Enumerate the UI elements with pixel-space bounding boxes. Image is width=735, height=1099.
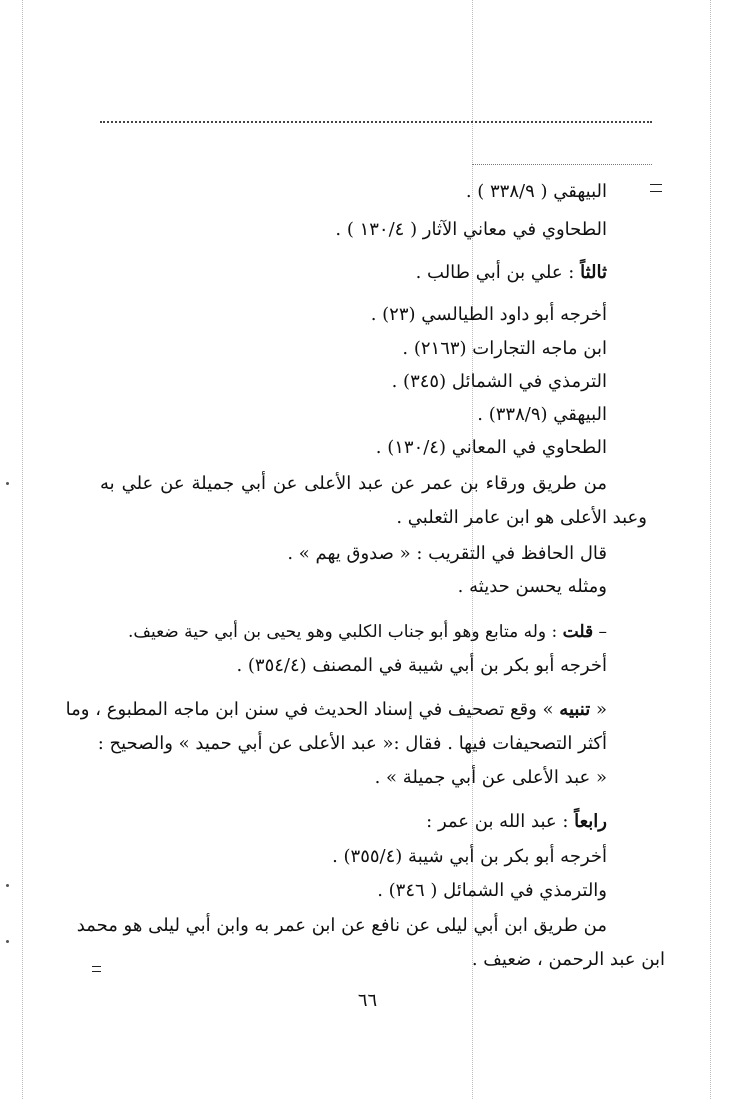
text-line: ابن عبد الرحمن ، ضعيف . (471, 949, 665, 970)
scan-dot (6, 940, 9, 943)
text-line (65, 698, 607, 722)
text-line: الطحاوي في معاني الآثار ( ١٣٠/٤ ) . (335, 219, 607, 240)
scan-guide-line (22, 0, 23, 1099)
text-line (128, 620, 607, 644)
text-line: ابن ماجه التجارات (٢١٦٣) . (402, 338, 607, 359)
scan-dot (6, 482, 9, 485)
text-line: ومثله يحسن حديثه . (457, 576, 607, 597)
footnote-separator-top (100, 121, 652, 123)
text-line: الترمذي في الشمائل (٣٤٥) . (391, 371, 607, 392)
section-heading (416, 261, 607, 285)
text-line: « عبد الأعلى عن أبي جميلة » . (374, 767, 607, 788)
note-label: تنبيه (559, 699, 591, 720)
text-line: الطحاوي في المعاني (١٣٠/٤) . (375, 437, 607, 458)
scan-guide-line (710, 0, 711, 1099)
dash-prefix: – (593, 622, 607, 642)
text-line: أخرجه أبو بكر بن أبي شيبة (٣٥٥/٤) . (332, 846, 607, 867)
text-line: وعبد الأعلى هو ابن عامر الثعلبي . (396, 507, 647, 528)
text-line: أخرجه أبو بكر بن أبي شيبة في المصنف (٣٥٤/٤) . (236, 655, 607, 676)
section-heading (426, 810, 607, 834)
comment-text: : وله متابع وهو أبو جناب الكلبي وهو يحيى بن أبي حية ضعيف. (127, 622, 563, 642)
text-line: أكثر التصحيفات فيها . فقال :« عبد الأعلى عن أبي حميد » والصحيح : (97, 733, 607, 754)
note-text: » وقع تصحيف في إسناد الحديث في سنن ابن ماجه المطبوع ، وما (65, 699, 560, 720)
text-line: من طريق ورقاء بن عمر عن عبد الأعلى عن أبي جميلة عن علي به (100, 473, 607, 494)
section-title: : عبد الله بن عمر : (426, 811, 575, 832)
text-line: البيهقي (٣٣٨/٩) . (477, 404, 607, 425)
section-title: : علي بن أبي طالب . (415, 262, 581, 283)
scan-dot (6, 884, 9, 887)
continuation-mark (92, 966, 101, 972)
comment-label: قلت (562, 622, 594, 642)
text-line: من طريق ابن أبي ليلى عن نافع عن ابن عمر به وابن أبي ليلى هو محمد (76, 915, 607, 936)
quote-open: « (590, 699, 607, 720)
text-line: قال الحافظ في التقريب : « صدوق يهم » . (287, 543, 607, 564)
text-line: البيهقي ( ٣٣٨/٩ ) . (465, 181, 607, 202)
text-line: أخرجه أبو داود الطيالسي (٢٣) . (370, 304, 607, 325)
section-label: ثالثاً (580, 262, 607, 283)
continuation-mark (650, 184, 662, 192)
footnote-separator-short (472, 164, 652, 165)
text-line: والترمذي في الشمائل ( ٣٤٦) . (377, 880, 607, 901)
page-number: ٦٦ (357, 990, 378, 1011)
section-label: رابعاً (574, 811, 607, 832)
